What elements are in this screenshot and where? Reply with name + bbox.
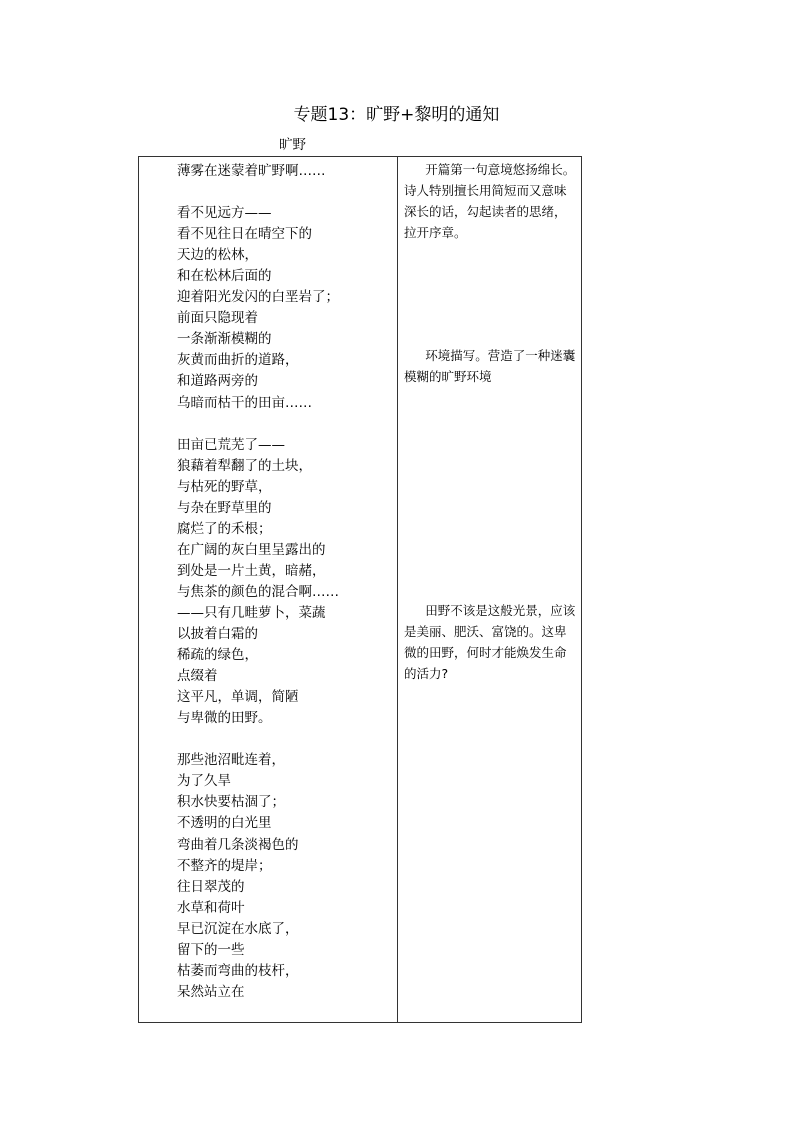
stanza-break: [177, 182, 395, 203]
poem-line: 灰黄而曲折的道路，: [177, 352, 299, 369]
poem-line: 迎着阳光发闪的白垩岩了；: [177, 289, 339, 306]
page-title: 专题13：旷野+黎明的通知: [293, 105, 500, 125]
poem-line: 为了久旱: [177, 773, 231, 790]
poem-line: 以披着白霜的: [177, 626, 258, 643]
poem-line: 那些池沼毗连着，: [177, 752, 285, 769]
poem-line: 与杂在野草里的: [177, 499, 272, 516]
poem-line: 积水快要枯涸了；: [177, 794, 285, 811]
poem-analysis-table: [138, 156, 582, 1023]
poem-text-column: [177, 161, 395, 1003]
poem-line: 早已沉淀在水底了，: [177, 920, 299, 937]
poem-line: 乌暗而枯干的田亩……: [177, 394, 312, 411]
poem-line: 稀疏的绿色，: [177, 647, 258, 664]
poem-line: 和在松林后面的: [177, 268, 272, 285]
poem-line: 不透明的白光里: [177, 815, 272, 832]
poem-line: 看不见往日在晴空下的: [177, 226, 312, 243]
stanza-break: [177, 729, 395, 750]
poem-line: 呆然站立在: [177, 983, 245, 1000]
poem-line: 前面只隐现着: [177, 310, 258, 327]
poem-line: 和道路两旁的: [177, 373, 258, 390]
poem-line: 到处是一片土黄，暗赭，: [177, 562, 326, 579]
poem-line: 田亩已荒芜了——: [177, 436, 285, 453]
poem-line: 弯曲着几条淡褐色的: [177, 836, 299, 853]
poem-line: 往日翠茂的: [177, 878, 245, 895]
poem-line: 与枯死的野草，: [177, 478, 272, 495]
poem-line: 在广阔的灰白里呈露出的: [177, 541, 326, 558]
poem-line: 留下的一些: [177, 941, 245, 958]
poem-line: 与卑微的田野。: [177, 710, 272, 727]
poem-line: ——只有几畦萝卜，菜蔬: [177, 604, 326, 621]
poem-line: 看不见远方——: [177, 205, 272, 222]
poem-line: 点缀着: [177, 668, 218, 685]
poem-line: 一条渐渐模糊的: [177, 331, 272, 348]
poem-line: 水草和荷叶: [177, 899, 245, 916]
poem-line: 不整齐的堤岸；: [177, 857, 272, 874]
poem-line: 腐烂了的禾根；: [177, 520, 272, 537]
poem-line: 与焦茶的颜色的混合啊……: [177, 583, 339, 600]
annotation-environment: 环境描写。营造了一种迷囊模糊的旷野环境: [404, 348, 576, 384]
poem-line: 这平凡，单调，简陋: [177, 689, 299, 706]
poem-line: 薄雾在迷蒙着旷野啊……: [177, 163, 326, 179]
poem-line: 天边的松林，: [177, 247, 258, 264]
poem-title: 旷野: [279, 137, 306, 153]
annotation-field: 田野不该是这般光景，应该是美丽、肥沃、富饶的。这卑微的田野，何时才能焕发生命的活力?: [404, 603, 576, 681]
annotation-opening: 开篇第一句意境悠扬绵长。诗人特别擅长用简短而又意味深长的话，勾起读者的思绪，拉开序章。: [404, 162, 576, 240]
poem-line: 狼藉着犁翻了的土块，: [177, 457, 312, 474]
column-divider: [397, 157, 398, 1022]
stanza-break: [177, 414, 395, 435]
poem-line: 枯萎而弯曲的枝杆，: [177, 962, 299, 979]
